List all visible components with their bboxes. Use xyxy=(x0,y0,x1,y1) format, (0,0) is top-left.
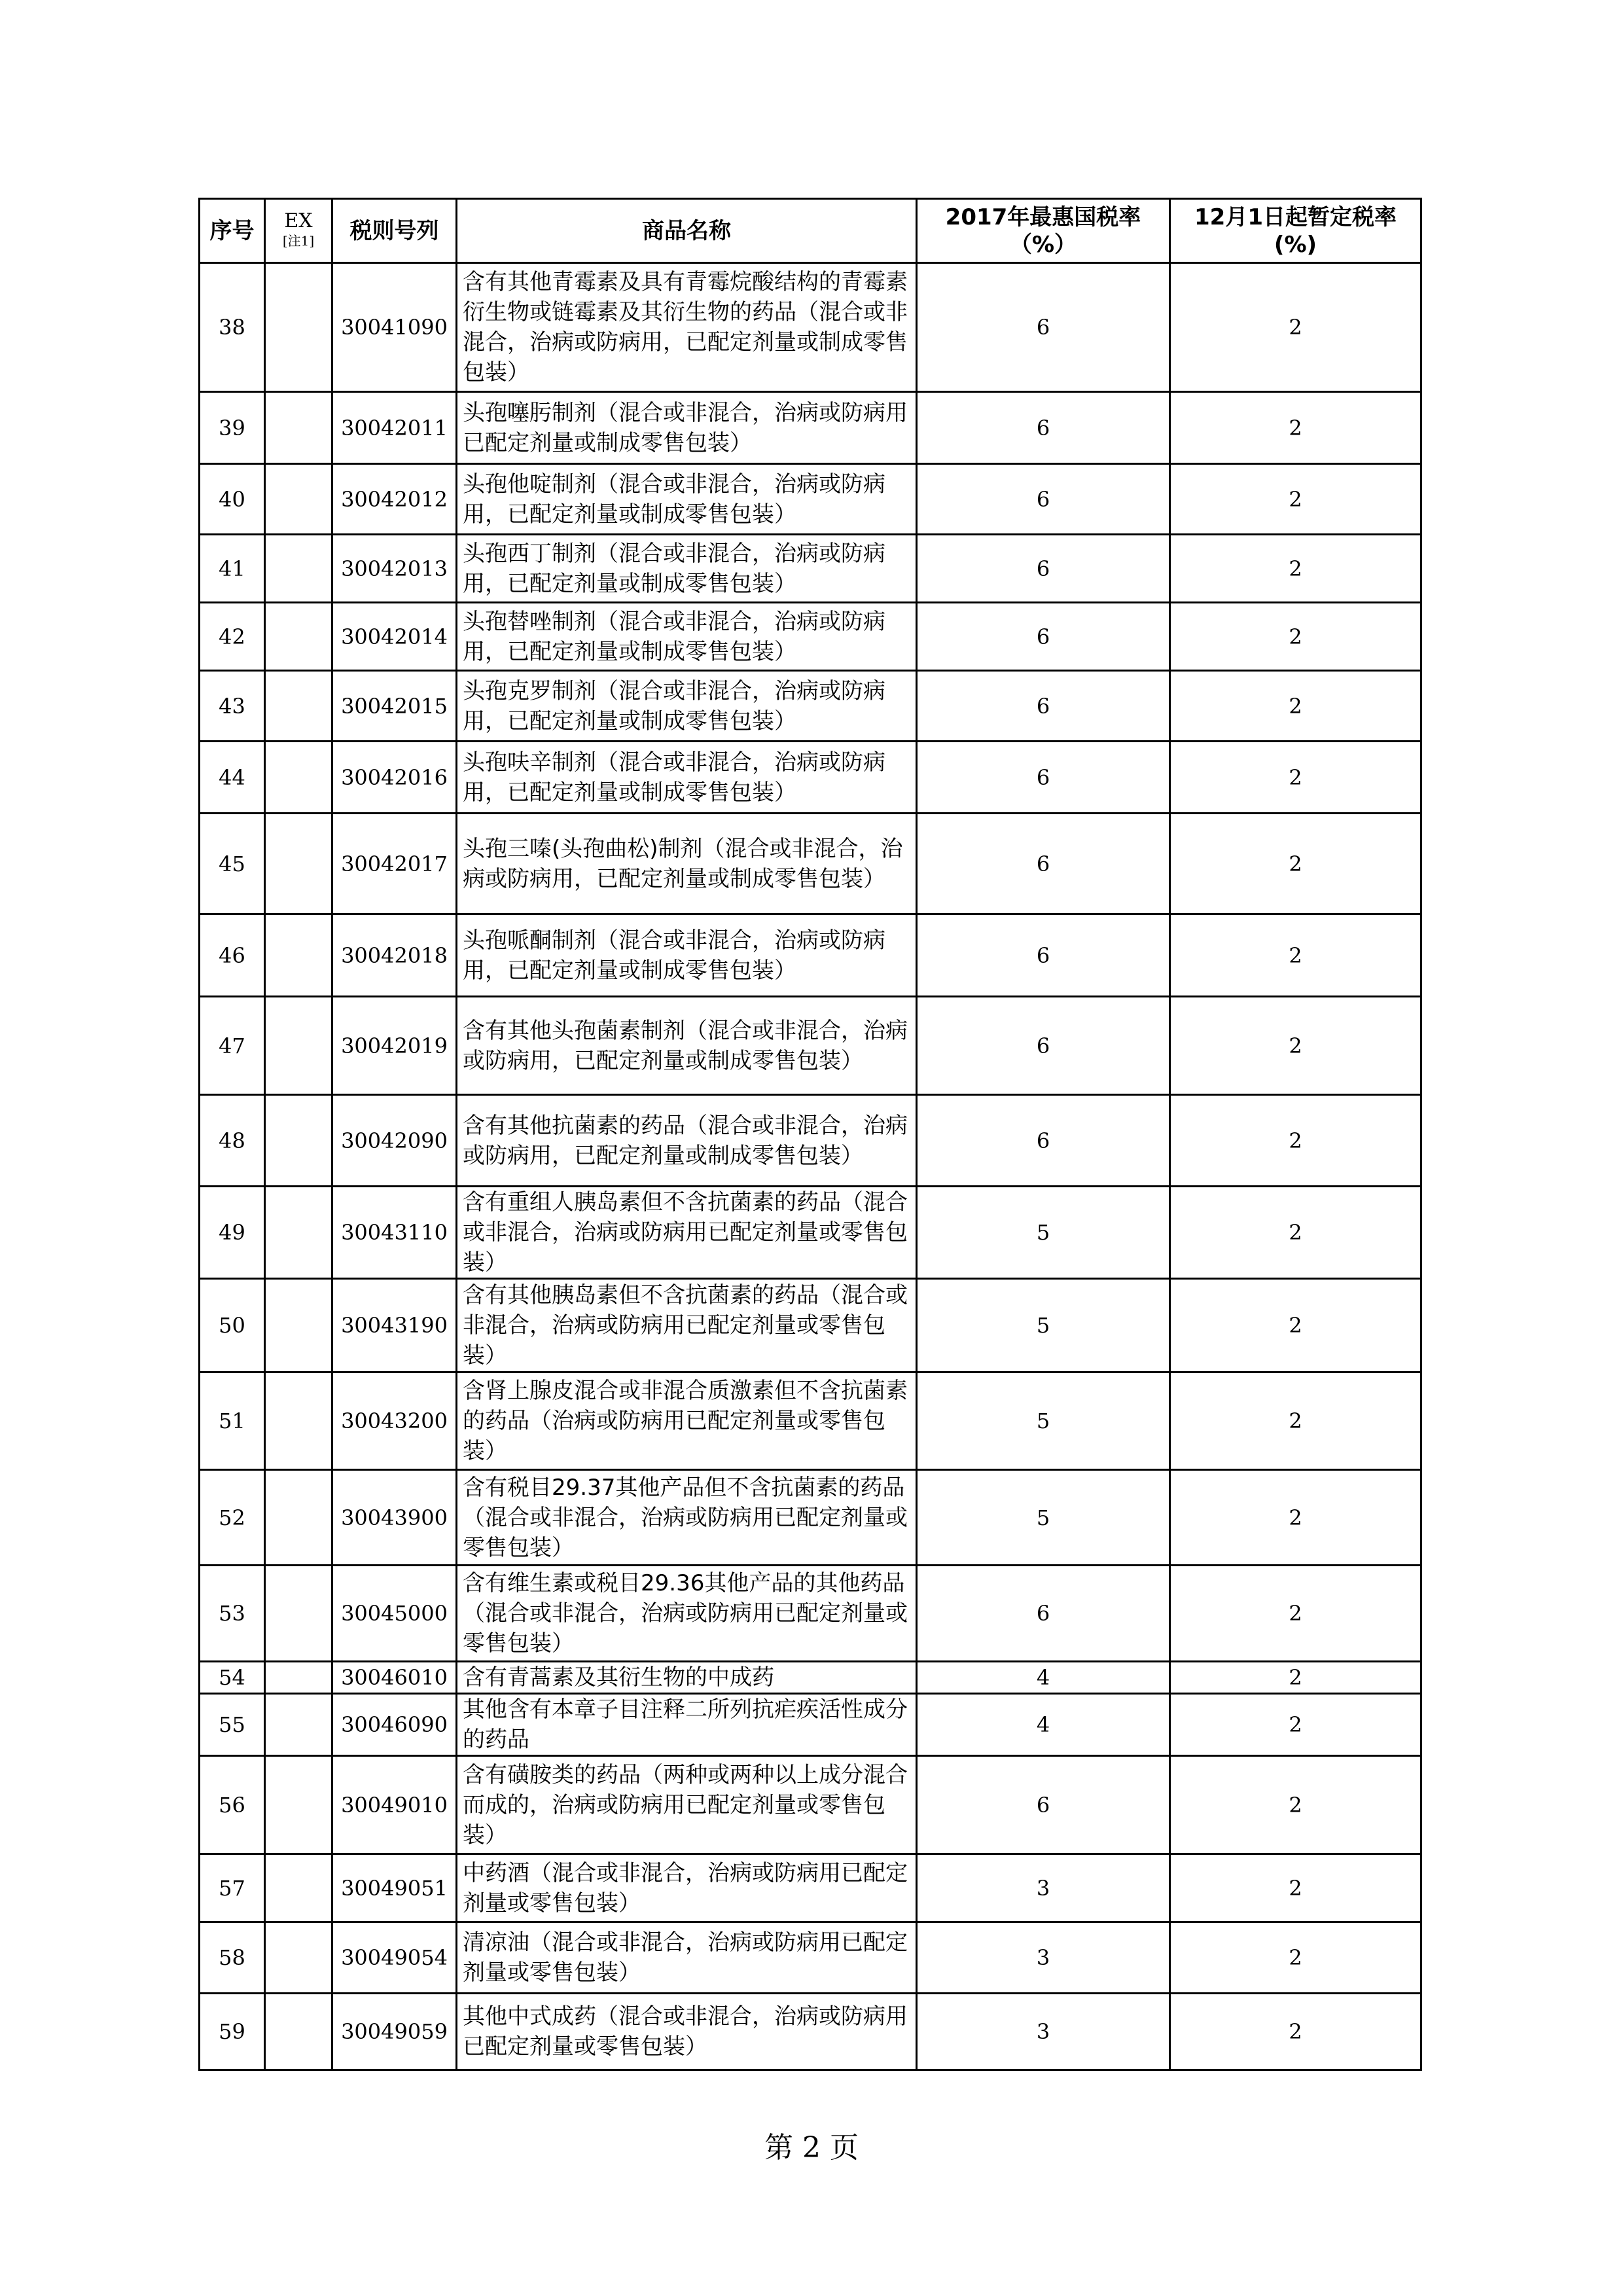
table-row xyxy=(200,1694,1421,1756)
cell-ex xyxy=(265,1662,332,1694)
table-row xyxy=(200,1756,1421,1854)
cell-ex xyxy=(265,814,332,914)
cell-code: 30042016 xyxy=(332,742,457,814)
cell-seq: 55 xyxy=(200,1694,265,1756)
cell-seq: 41 xyxy=(200,535,265,603)
cell-seq: 52 xyxy=(200,1470,265,1566)
cell-ex xyxy=(265,997,332,1095)
cell-temp-rate: 2 xyxy=(1170,603,1421,671)
cell-temp-rate: 2 xyxy=(1170,1662,1421,1694)
table-row xyxy=(200,1922,1421,1994)
cell-ex xyxy=(265,1854,332,1922)
header-temp-rate xyxy=(1170,199,1421,263)
table-row xyxy=(200,464,1421,535)
cell-mfn-rate: 4 xyxy=(917,1694,1170,1756)
cell-code: 30042012 xyxy=(332,464,457,535)
cell-code: 30043900 xyxy=(332,1470,457,1566)
cell-name: 其他中式成药（混合或非混合，治病或防病用已配定剂量或零售包装） xyxy=(457,1994,917,2070)
cell-ex xyxy=(265,742,332,814)
cell-mfn-rate: 6 xyxy=(917,1566,1170,1662)
cell-ex xyxy=(265,535,332,603)
cell-temp-rate: 2 xyxy=(1170,1279,1421,1372)
header-name: 商品名称 xyxy=(457,199,917,263)
cell-code: 30042019 xyxy=(332,997,457,1095)
cell-mfn-rate: 6 xyxy=(917,603,1170,671)
cell-temp-rate: 2 xyxy=(1170,1470,1421,1566)
table-row xyxy=(200,1470,1421,1566)
cell-seq: 46 xyxy=(200,914,265,997)
cell-seq: 49 xyxy=(200,1187,265,1279)
cell-ex xyxy=(265,1922,332,1994)
cell-temp-rate: 2 xyxy=(1170,1922,1421,1994)
table-row xyxy=(200,914,1421,997)
cell-code: 30049051 xyxy=(332,1854,457,1922)
cell-temp-rate: 2 xyxy=(1170,814,1421,914)
cell-code: 30049010 xyxy=(332,1756,457,1854)
header-mfn-line2: （%） xyxy=(1009,231,1077,258)
cell-name: 含有其他头孢菌素制剂（混合或非混合，治病或防病用，已配定剂量或制成零售包装） xyxy=(457,997,917,1095)
table-row xyxy=(200,1994,1421,2070)
cell-seq: 53 xyxy=(200,1566,265,1662)
cell-code: 30041090 xyxy=(332,263,457,392)
cell-code: 30042014 xyxy=(332,603,457,671)
cell-ex xyxy=(265,1187,332,1279)
tariff-table xyxy=(198,198,1422,2071)
cell-name: 含有其他抗菌素的药品（混合或非混合，治病或防病用，已配定剂量或制成零售包装） xyxy=(457,1095,917,1187)
cell-name: 含有其他胰岛素但不含抗菌素的药品（混合或非混合，治病或防病用已配定剂量或零售包装） xyxy=(457,1279,917,1372)
cell-name: 头孢替唑制剂（混合或非混合，治病或防病用，已配定剂量或制成零售包装） xyxy=(457,603,917,671)
header-temp-line1: 12月1日起暂定税率 xyxy=(1194,204,1397,230)
cell-temp-rate: 2 xyxy=(1170,1994,1421,2070)
cell-name: 中药酒（混合或非混合，治病或防病用已配定剂量或零售包装） xyxy=(457,1854,917,1922)
cell-mfn-rate: 3 xyxy=(917,1922,1170,1994)
cell-code: 30049054 xyxy=(332,1922,457,1994)
cell-ex xyxy=(265,1994,332,2070)
header-ex-label: EX xyxy=(284,209,313,232)
cell-mfn-rate: 6 xyxy=(917,814,1170,914)
cell-temp-rate: 2 xyxy=(1170,392,1421,464)
cell-code: 30042015 xyxy=(332,671,457,742)
cell-seq: 56 xyxy=(200,1756,265,1854)
cell-ex xyxy=(265,1279,332,1372)
cell-mfn-rate: 6 xyxy=(917,535,1170,603)
cell-name: 头孢他啶制剂（混合或非混合，治病或防病用，已配定剂量或制成零售包装） xyxy=(457,464,917,535)
cell-code: 30042090 xyxy=(332,1095,457,1187)
cell-temp-rate: 2 xyxy=(1170,1372,1421,1470)
cell-ex xyxy=(265,1694,332,1756)
cell-name: 头孢噻肟制剂（混合或非混合，治病或防病用已配定剂量或制成零售包装） xyxy=(457,392,917,464)
cell-mfn-rate: 5 xyxy=(917,1470,1170,1566)
cell-temp-rate: 2 xyxy=(1170,1566,1421,1662)
table-row xyxy=(200,1279,1421,1372)
cell-mfn-rate: 6 xyxy=(917,1756,1170,1854)
header-code: 税则号列 xyxy=(332,199,457,263)
cell-ex xyxy=(265,1756,332,1854)
header-ex-note: [注1] xyxy=(282,232,315,249)
cell-seq: 43 xyxy=(200,671,265,742)
cell-ex xyxy=(265,1095,332,1187)
cell-seq: 51 xyxy=(200,1372,265,1470)
table-row xyxy=(200,997,1421,1095)
table-row xyxy=(200,1095,1421,1187)
cell-mfn-rate: 5 xyxy=(917,1372,1170,1470)
cell-ex xyxy=(265,263,332,392)
header-mfn-line1: 2017年最惠国税率 xyxy=(945,204,1141,230)
cell-temp-rate: 2 xyxy=(1170,914,1421,997)
table-row xyxy=(200,1854,1421,1922)
cell-temp-rate: 2 xyxy=(1170,742,1421,814)
cell-temp-rate: 2 xyxy=(1170,1187,1421,1279)
cell-name: 头孢三嗪(头孢曲松)制剂（混合或非混合，治病或防病用，已配定剂量或制成零售包装） xyxy=(457,814,917,914)
cell-temp-rate: 2 xyxy=(1170,671,1421,742)
cell-name: 含有维生素或税目29.36其他产品的其他药品（混合或非混合，治病或防病用已配定剂量或零售包装） xyxy=(457,1566,917,1662)
table-row xyxy=(200,814,1421,914)
cell-code: 30042017 xyxy=(332,814,457,914)
cell-mfn-rate: 6 xyxy=(917,997,1170,1095)
cell-name: 其他含有本章子目注释二所列抗疟疾活性成分的药品 xyxy=(457,1694,917,1756)
cell-ex xyxy=(265,1470,332,1566)
header-temp-line2: (%) xyxy=(1274,231,1317,258)
cell-mfn-rate: 6 xyxy=(917,392,1170,464)
cell-temp-rate: 2 xyxy=(1170,1095,1421,1187)
cell-code: 30043200 xyxy=(332,1372,457,1470)
cell-name: 头孢西丁制剂（混合或非混合，治病或防病用，已配定剂量或制成零售包装） xyxy=(457,535,917,603)
table-row xyxy=(200,535,1421,603)
cell-code: 30043190 xyxy=(332,1279,457,1372)
cell-temp-rate: 2 xyxy=(1170,1756,1421,1854)
cell-mfn-rate: 5 xyxy=(917,1187,1170,1279)
table-row xyxy=(200,1662,1421,1694)
cell-name: 清凉油（混合或非混合，治病或防病用已配定剂量或零售包装） xyxy=(457,1922,917,1994)
cell-seq: 38 xyxy=(200,263,265,392)
cell-seq: 54 xyxy=(200,1662,265,1694)
table-row xyxy=(200,263,1421,392)
cell-mfn-rate: 6 xyxy=(917,671,1170,742)
cell-ex xyxy=(265,1566,332,1662)
cell-name: 含有其他青霉素及具有青霉烷酸结构的青霉素衍生物或链霉素及其衍生物的药品（混合或非混合，治病或防病用，已配定剂量或制成零售包装） xyxy=(457,263,917,392)
cell-code: 30046090 xyxy=(332,1694,457,1756)
cell-ex xyxy=(265,392,332,464)
cell-name: 含有磺胺类的药品（两种或两种以上成分混合而成的，治病或防病用已配定剂量或零售包装） xyxy=(457,1756,917,1854)
cell-temp-rate: 2 xyxy=(1170,1694,1421,1756)
cell-code: 30042018 xyxy=(332,914,457,997)
table-row xyxy=(200,1566,1421,1662)
header-ex xyxy=(265,199,332,263)
cell-mfn-rate: 6 xyxy=(917,464,1170,535)
table-row xyxy=(200,671,1421,742)
header-mfn-rate xyxy=(917,199,1170,263)
cell-mfn-rate: 5 xyxy=(917,1279,1170,1372)
table-row xyxy=(200,603,1421,671)
cell-name: 含肾上腺皮混合或非混合质激素但不含抗菌素的药品（治病或防病用已配定剂量或零售包装） xyxy=(457,1372,917,1470)
cell-name: 头孢克罗制剂（混合或非混合，治病或防病用，已配定剂量或制成零售包装） xyxy=(457,671,917,742)
table-header-row xyxy=(200,199,1421,263)
cell-mfn-rate: 3 xyxy=(917,1994,1170,2070)
cell-name: 头孢呋辛制剂（混合或非混合，治病或防病用，已配定剂量或制成零售包装） xyxy=(457,742,917,814)
cell-mfn-rate: 6 xyxy=(917,914,1170,997)
cell-mfn-rate: 6 xyxy=(917,263,1170,392)
cell-name: 头孢哌酮制剂（混合或非混合，治病或防病用，已配定剂量或制成零售包装） xyxy=(457,914,917,997)
cell-seq: 47 xyxy=(200,997,265,1095)
cell-seq: 42 xyxy=(200,603,265,671)
cell-code: 30045000 xyxy=(332,1566,457,1662)
cell-seq: 39 xyxy=(200,392,265,464)
page-number: 第 2 页 xyxy=(764,2131,859,2164)
cell-code: 30046010 xyxy=(332,1662,457,1694)
cell-seq: 57 xyxy=(200,1854,265,1922)
table-row xyxy=(200,392,1421,464)
cell-temp-rate: 2 xyxy=(1170,1854,1421,1922)
cell-code: 30042013 xyxy=(332,535,457,603)
cell-temp-rate: 2 xyxy=(1170,535,1421,603)
cell-seq: 59 xyxy=(200,1994,265,2070)
cell-mfn-rate: 6 xyxy=(917,742,1170,814)
cell-seq: 44 xyxy=(200,742,265,814)
header-seq: 序号 xyxy=(200,199,265,263)
cell-ex xyxy=(265,603,332,671)
cell-seq: 58 xyxy=(200,1922,265,1994)
cell-temp-rate: 2 xyxy=(1170,997,1421,1095)
cell-ex xyxy=(265,671,332,742)
cell-code: 30043110 xyxy=(332,1187,457,1279)
cell-code: 30049059 xyxy=(332,1994,457,2070)
cell-temp-rate: 2 xyxy=(1170,263,1421,392)
table-row xyxy=(200,742,1421,814)
cell-mfn-rate: 4 xyxy=(917,1662,1170,1694)
cell-seq: 45 xyxy=(200,814,265,914)
cell-ex xyxy=(265,1372,332,1470)
cell-seq: 48 xyxy=(200,1095,265,1187)
cell-name: 含有青蒿素及其衍生物的中成药 xyxy=(457,1662,917,1694)
cell-name: 含有重组人胰岛素但不含抗菌素的药品（混合或非混合，治病或防病用已配定剂量或零售包装） xyxy=(457,1187,917,1279)
cell-mfn-rate: 6 xyxy=(917,1095,1170,1187)
cell-name: 含有税目29.37其他产品但不含抗菌素的药品（混合或非混合，治病或防病用已配定剂量或零售包装） xyxy=(457,1470,917,1566)
cell-seq: 50 xyxy=(200,1279,265,1372)
cell-ex xyxy=(265,914,332,997)
cell-seq: 40 xyxy=(200,464,265,535)
cell-code: 30042011 xyxy=(332,392,457,464)
table-row xyxy=(200,1372,1421,1470)
table-row xyxy=(200,1187,1421,1279)
cell-temp-rate: 2 xyxy=(1170,464,1421,535)
cell-mfn-rate: 3 xyxy=(917,1854,1170,1922)
cell-ex xyxy=(265,464,332,535)
